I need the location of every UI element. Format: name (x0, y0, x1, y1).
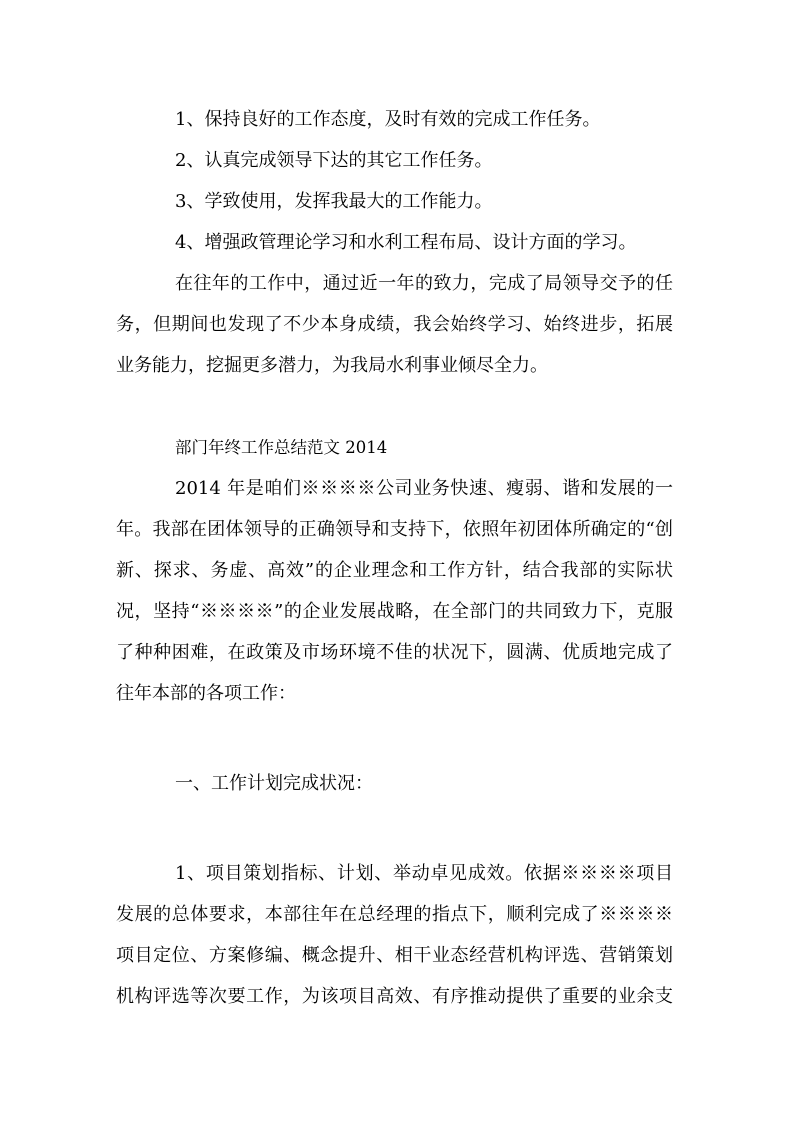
intro-paragraph-line: 往年本部的各项工作： (116, 683, 296, 704)
goal-item-2: 2、认真完成领导下达的其它工作任务。 (175, 150, 493, 171)
summary-paragraph-line: 业务能力，挖掘更多潜力，为我局水利事业倾尽全力。 (116, 355, 548, 376)
intro-paragraph-line: 况，坚持“※※※※”的企业发展战略，在全部门的共同致力下，克服 (116, 601, 673, 622)
item-paragraph-line: 机构评选等次要工作，为该项目高效、有序推动提供了重要的业余支 (116, 986, 673, 1007)
intro-paragraph-line: 了种种困难，在政策及市场环境不佳的状况下，圆满、优质地完成了 (116, 642, 673, 663)
summary-paragraph-line: 务，但期间也发现了不少本身成绩，我会始终学习、始终进步，拓展 (116, 314, 673, 335)
subsection-heading: 一、工作计划完成状况： (175, 773, 373, 794)
item-paragraph-line: 1、项目策划指标、计划、举动卓见成效。依据※※※※项目 (175, 863, 673, 884)
intro-paragraph-line: 新、探求、务虚、高效”的企业理念和工作方针，结合我部的实际状 (116, 560, 673, 581)
goal-item-3: 3、学致使用，发挥我最大的工作能力。 (175, 191, 493, 212)
intro-paragraph-line: 2014 年是咱们※※※※公司业务快速、瘦弱、谐和发展的一 (175, 478, 673, 499)
intro-paragraph-line: 年。我部在团体领导的正确领导和支持下，依照年初团体所确定的“创 (116, 519, 673, 540)
item-paragraph-line: 项目定位、方案修编、概念提升、相干业态经营机构评选、营销策划 (116, 945, 673, 966)
goal-item-1: 1、保持良好的工作态度，及时有效的完成工作任务。 (175, 109, 601, 130)
item-paragraph-line: 发展的总体要求，本部往年在总经理的指点下，顺利完成了※※※※ (116, 904, 673, 925)
summary-paragraph-line: 在往年的工作中，通过近一年的致力，完成了局领导交予的任 (175, 273, 673, 294)
section-title: 部门年终工作总结范文 2014 (175, 438, 388, 457)
goal-item-4: 4、增强政管理论学习和水利工程布局、设计方面的学习。 (175, 232, 637, 253)
